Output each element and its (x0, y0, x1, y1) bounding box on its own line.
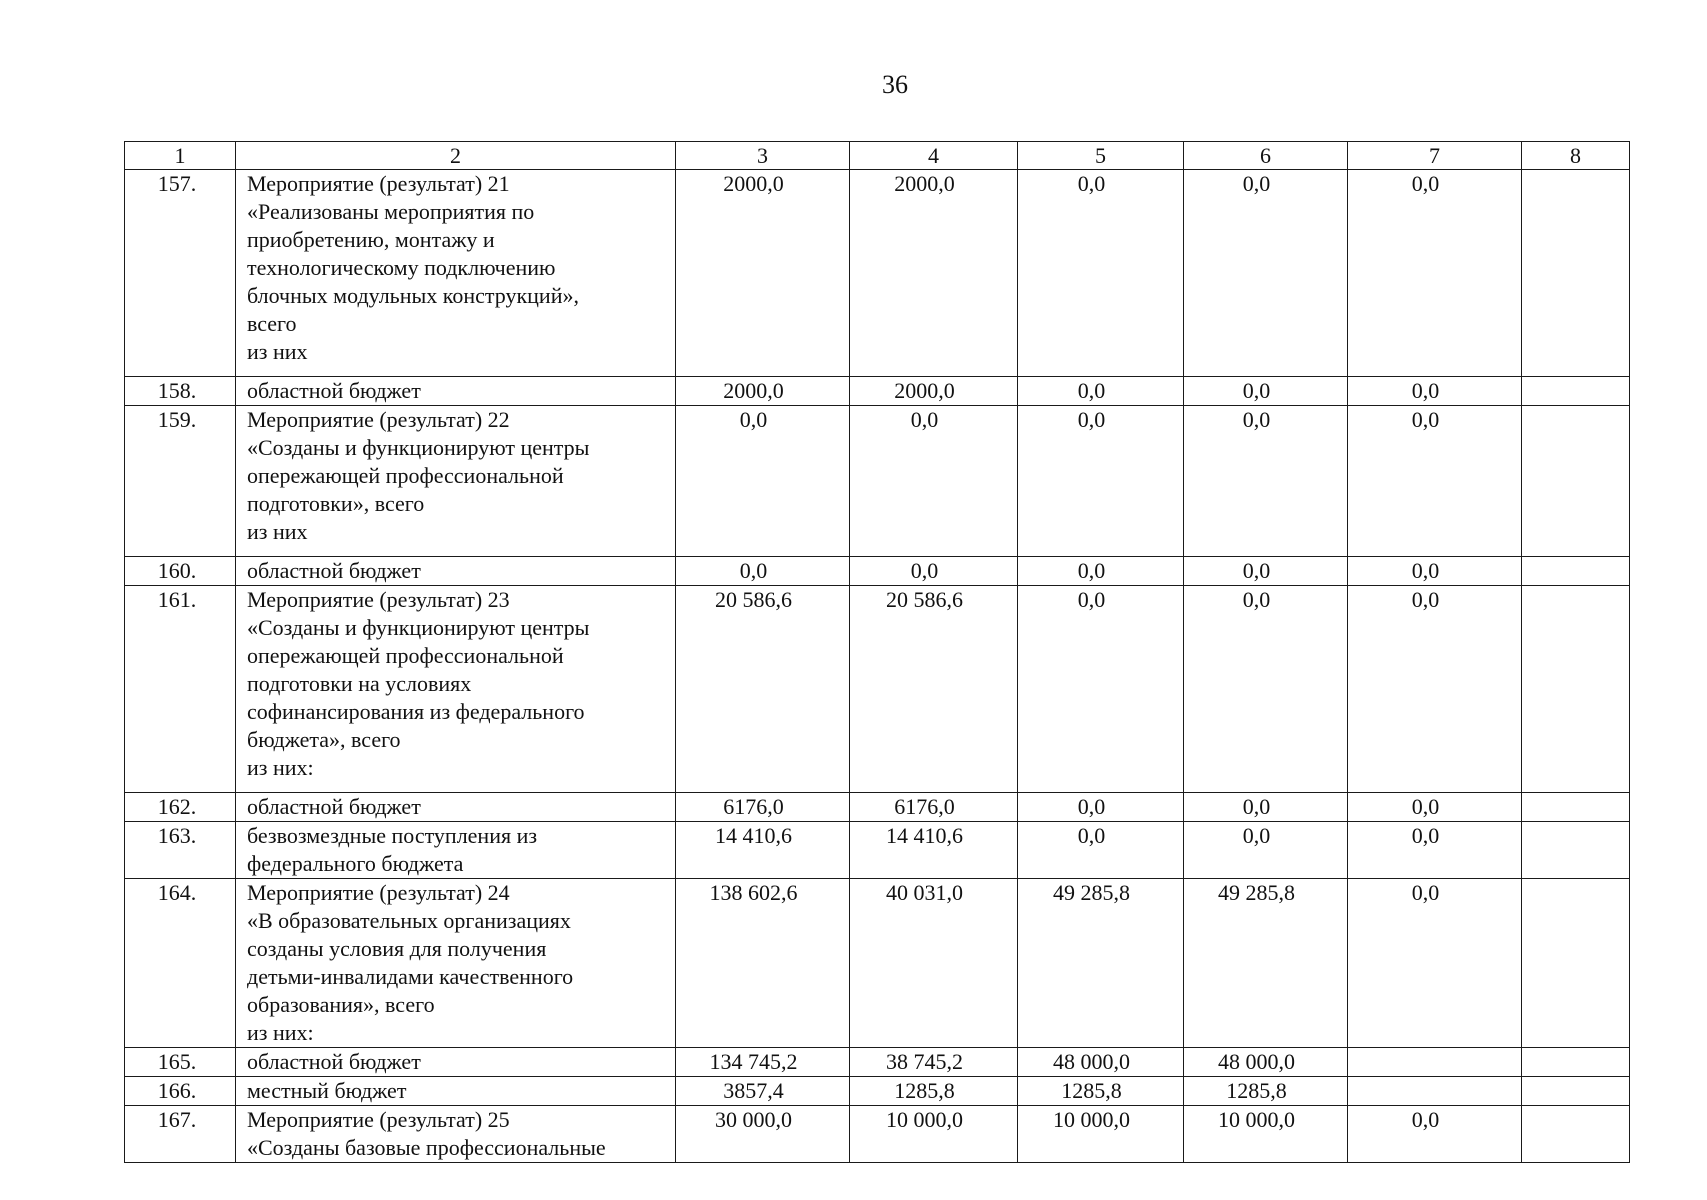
value-cell-col5: 0,0 (1018, 822, 1184, 879)
value-cell-col8 (1522, 377, 1630, 406)
value-cell-col8 (1522, 793, 1630, 822)
item-name-cell: областной бюджет (236, 377, 676, 406)
value-cell-col3: 20 586,6 (676, 586, 850, 793)
value-cell-col3: 14 410,6 (676, 822, 850, 879)
item-name-cell: местный бюджет (236, 1077, 676, 1106)
value-cell-col3: 134 745,2 (676, 1048, 850, 1077)
value-cell-col3: 30 000,0 (676, 1106, 850, 1163)
row-number-cell: 165. (125, 1048, 236, 1077)
table-row (125, 1106, 1630, 1163)
table-row (125, 1048, 1630, 1077)
value-cell-col5: 0,0 (1018, 377, 1184, 406)
value-cell-col8 (1522, 879, 1630, 1048)
value-cell-col3: 0,0 (676, 406, 850, 557)
column-header: 7 (1348, 142, 1522, 170)
value-cell-col5: 0,0 (1018, 793, 1184, 822)
value-cell-col4: 20 586,6 (850, 586, 1018, 793)
item-name-cell: Мероприятие (результат) 22 «Созданы и функционируют центры опережающей профессиональной подготовки», всего из них (236, 406, 676, 557)
value-cell-col7: 0,0 (1348, 170, 1522, 377)
row-number-cell: 160. (125, 557, 236, 586)
row-number-cell: 164. (125, 879, 236, 1048)
row-number-cell: 158. (125, 377, 236, 406)
value-cell-col8 (1522, 170, 1630, 377)
value-cell-col5: 0,0 (1018, 586, 1184, 793)
value-cell-col5: 48 000,0 (1018, 1048, 1184, 1077)
column-header: 6 (1184, 142, 1348, 170)
table-row (125, 377, 1630, 406)
item-name-cell: Мероприятие (результат) 21 «Реализованы мероприятия по приобретению, монтажу и технологическому подключению блочных модульных конструкций», всего из них (236, 170, 676, 377)
value-cell-col6: 0,0 (1184, 557, 1348, 586)
value-cell-col5: 49 285,8 (1018, 879, 1184, 1048)
value-cell-col4: 38 745,2 (850, 1048, 1018, 1077)
item-name-cell: Мероприятие (результат) 23 «Созданы и функционируют центры опережающей профессиональной подготовки на условиях софинансирования из федерального бюджета», всего из них: (236, 586, 676, 793)
value-cell-col7: 0,0 (1348, 793, 1522, 822)
value-cell-col8 (1522, 1048, 1630, 1077)
table-row (125, 586, 1630, 793)
item-name-cell: областной бюджет (236, 1048, 676, 1077)
column-header: 1 (125, 142, 236, 170)
row-number-cell: 159. (125, 406, 236, 557)
table-row (125, 557, 1630, 586)
value-cell-col8 (1522, 406, 1630, 557)
table-row (125, 793, 1630, 822)
value-cell-col5: 0,0 (1018, 557, 1184, 586)
value-cell-col3: 2000,0 (676, 170, 850, 377)
value-cell-col6: 0,0 (1184, 377, 1348, 406)
value-cell-col3: 3857,4 (676, 1077, 850, 1106)
budget-table (124, 141, 1630, 1163)
value-cell-col3: 6176,0 (676, 793, 850, 822)
value-cell-col6: 0,0 (1184, 586, 1348, 793)
value-cell-col4: 1285,8 (850, 1077, 1018, 1106)
table-row (125, 879, 1630, 1048)
table-row (125, 170, 1630, 377)
item-name-cell: областной бюджет (236, 557, 676, 586)
value-cell-col3: 138 602,6 (676, 879, 850, 1048)
column-header: 5 (1018, 142, 1184, 170)
value-cell-col4: 2000,0 (850, 170, 1018, 377)
value-cell-col7: 0,0 (1348, 1106, 1522, 1163)
row-number-cell: 163. (125, 822, 236, 879)
value-cell-col8 (1522, 586, 1630, 793)
column-header-row (125, 142, 1630, 170)
row-number-cell: 162. (125, 793, 236, 822)
page-number: 36 (882, 70, 908, 99)
value-cell-col6: 49 285,8 (1184, 879, 1348, 1048)
value-cell-col7 (1348, 1048, 1522, 1077)
value-cell-col7 (1348, 1077, 1522, 1106)
value-cell-col8 (1522, 1106, 1630, 1163)
value-cell-col4: 2000,0 (850, 377, 1018, 406)
value-cell-col4: 0,0 (850, 406, 1018, 557)
table-row (125, 1077, 1630, 1106)
value-cell-col4: 6176,0 (850, 793, 1018, 822)
row-number-cell: 167. (125, 1106, 236, 1163)
value-cell-col5: 0,0 (1018, 406, 1184, 557)
value-cell-col5: 1285,8 (1018, 1077, 1184, 1106)
value-cell-col6: 0,0 (1184, 406, 1348, 557)
value-cell-col3: 0,0 (676, 557, 850, 586)
value-cell-col7: 0,0 (1348, 586, 1522, 793)
value-cell-col4: 40 031,0 (850, 879, 1018, 1048)
row-number-cell: 161. (125, 586, 236, 793)
item-name-cell: Мероприятие (результат) 25 «Созданы базовые профессиональные (236, 1106, 676, 1163)
value-cell-col6: 0,0 (1184, 793, 1348, 822)
column-header: 4 (850, 142, 1018, 170)
table-row (125, 406, 1630, 557)
value-cell-col7: 0,0 (1348, 406, 1522, 557)
item-name-cell: Мероприятие (результат) 24 «В образовательных организациях созданы условия для получения детьми-инвалидами качественного образования», всего из них: (236, 879, 676, 1048)
value-cell-col6: 0,0 (1184, 170, 1348, 377)
value-cell-col6: 1285,8 (1184, 1077, 1348, 1106)
item-name-cell: областной бюджет (236, 793, 676, 822)
column-header: 3 (676, 142, 850, 170)
column-header: 8 (1522, 142, 1630, 170)
value-cell-col6: 10 000,0 (1184, 1106, 1348, 1163)
value-cell-col4: 0,0 (850, 557, 1018, 586)
value-cell-col7: 0,0 (1348, 377, 1522, 406)
item-name-cell: безвозмездные поступления из федерального бюджета (236, 822, 676, 879)
value-cell-col8 (1522, 557, 1630, 586)
value-cell-col7: 0,0 (1348, 879, 1522, 1048)
value-cell-col4: 14 410,6 (850, 822, 1018, 879)
value-cell-col5: 10 000,0 (1018, 1106, 1184, 1163)
column-header: 2 (236, 142, 676, 170)
value-cell-col6: 0,0 (1184, 822, 1348, 879)
row-number-cell: 166. (125, 1077, 236, 1106)
value-cell-col8 (1522, 1077, 1630, 1106)
table-row (125, 822, 1630, 879)
value-cell-col7: 0,0 (1348, 557, 1522, 586)
value-cell-col8 (1522, 822, 1630, 879)
value-cell-col4: 10 000,0 (850, 1106, 1018, 1163)
row-number-cell: 157. (125, 170, 236, 377)
value-cell-col7: 0,0 (1348, 822, 1522, 879)
value-cell-col5: 0,0 (1018, 170, 1184, 377)
value-cell-col3: 2000,0 (676, 377, 850, 406)
value-cell-col6: 48 000,0 (1184, 1048, 1348, 1077)
